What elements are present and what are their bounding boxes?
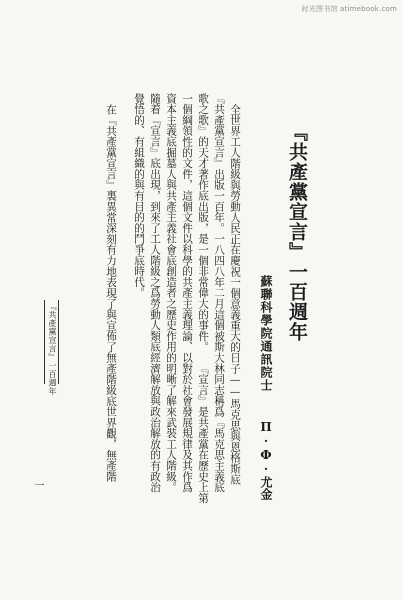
paragraph-line: 全世界工人階級與勞動人民正在慶祝一個意義重大的日子——馬克思與恩格斯底: [229, 104, 241, 485]
paragraph-line: 一個綱領性的文件，這個文件以科學的共產主義理論、以對於社會發展規律及其作爲: [181, 93, 193, 493]
running-head-rule: [44, 300, 45, 384]
article-title: 『共產黨宣言』一百週年: [286, 122, 308, 342]
paragraph-line: 『共產黨宣言』出版一百年。一八四八年二月這個被斯大林同志稱爲『馬克思主義底: [213, 93, 225, 493]
paragraph-line: 在『共產黨宣言』裏異常深刻有力地表現了與宣佈了無產階級底世界觀，無產階: [105, 104, 117, 482]
page-number: 一: [32, 480, 43, 490]
paragraph-line: 資本主義底掘墓人與共產主義社會底創造者之歷史作用的明晰了解來武裝工人階級。: [165, 93, 177, 493]
running-head-rule: [58, 300, 59, 384]
paragraph-line: 歌之歌』的天才著作底出版，是一個非常偉大的事件。: [197, 93, 209, 353]
running-head: 『共產黨宣言』一百週年: [48, 302, 57, 396]
paragraph-line: 覺悟的、有組織的與有目的的鬥爭底時代。: [133, 93, 145, 299]
author-name: П·Ф·尤金: [259, 420, 273, 500]
paragraph-line: 『宣言』是共產黨在歷史上第: [197, 363, 209, 504]
author-affiliation: 蘇聯科學院通訊院士: [259, 275, 273, 392]
paragraph-line: 隨着『宣言』底出現，到來了工人階級之爲勞動人類底經濟解放與政治解放的有政治: [149, 93, 161, 493]
watermark: 时光图书馆 atimebook.com: [301, 5, 397, 13]
